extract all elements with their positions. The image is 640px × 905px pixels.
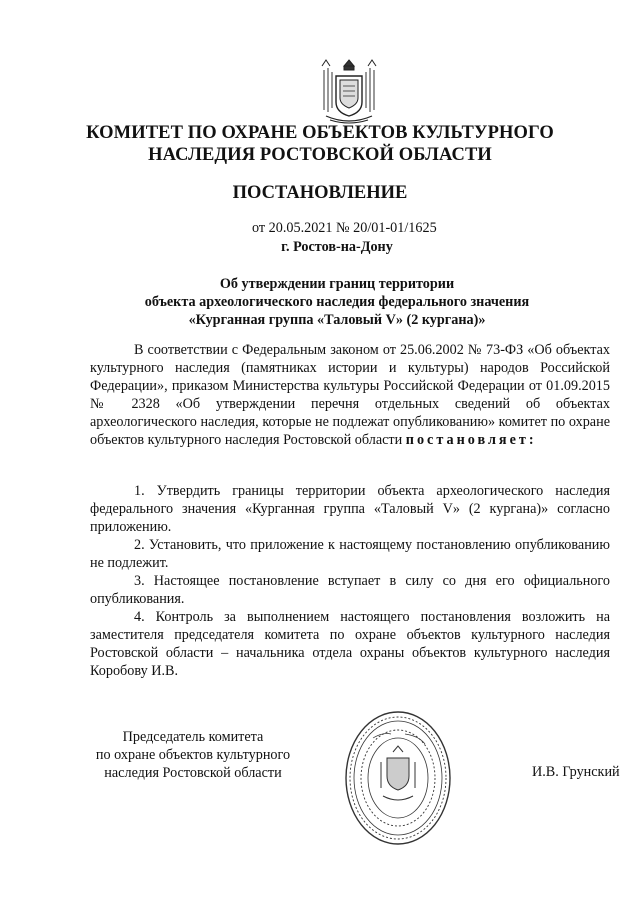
position-line-3: наследия Ростовской области bbox=[104, 765, 282, 781]
coat-of-arms-icon bbox=[316, 56, 382, 128]
list-item: 2. Установить, что приложение к настоящему постановлению опубликованию не подлежит. bbox=[90, 537, 610, 571]
resolves-word: постановляет: bbox=[405, 432, 537, 448]
resolution-items bbox=[90, 482, 610, 680]
position-line-2: по охране объектов культурного bbox=[95, 747, 291, 763]
signatory-name: И.В. Грунский bbox=[532, 764, 620, 780]
list-item: 1. Утвердить границы территории объекта археологического наследия федерального значения «Курганная группа «Таловый V» (2 кургана)» согласно приложению. bbox=[90, 483, 610, 535]
org-line-2: НАСЛЕДИЯ РОСТОВСКОЙ ОБЛАСТИ bbox=[148, 145, 492, 165]
list-item: 3. Настоящее постановление вступает в силу со дня его официального опубликования. bbox=[90, 573, 610, 607]
subject-line-1: Об утверждении границ территории bbox=[219, 276, 455, 292]
org-line-1: КОМИТЕТ ПО ОХРАНЕ ОБЪЕКТОВ КУЛЬТУРНОГО bbox=[86, 123, 554, 143]
preamble-paragraph bbox=[90, 341, 610, 449]
document-type: ПОСТАНОВЛЕНИЕ bbox=[232, 183, 408, 203]
subject-line-3: «Курганная группа «Таловый V» (2 кургана)» bbox=[188, 312, 486, 328]
city-line: г. Ростов-на-Дону bbox=[281, 239, 393, 255]
signatory-position bbox=[88, 728, 298, 782]
seal-stamp-icon bbox=[343, 708, 453, 848]
subject-line-2: объекта археологического наследия федерального значения bbox=[144, 294, 530, 310]
preamble-text: В соответствии с Федеральным законом от 25.06.2002 № 73-ФЗ «Об объектах культурного наследия (памятниках истории и культуры) народов Российской Федерации», приказом Министерства культуры Российской Федерации от 01.09.2015 № 2328 «Об утверждении перечня отдельных сведений об объектах археологического наследия, которые не подлежат опубликованию» комитет по охране объектов культурного наследия Ростовской области bbox=[90, 342, 610, 448]
date-number-line: от 20.05.2021 № 20/01-01/1625 bbox=[252, 220, 437, 236]
document-subject bbox=[0, 275, 640, 329]
list-item: 4. Контроль за выполнением настоящего постановления возложить на заместителя председателя комитета по охране объектов культурного наследия Ростовской области – начальника отдела охраны объектов культурного наследия Коробову И.В. bbox=[90, 609, 610, 679]
position-line-1: Председатель комитета bbox=[122, 729, 264, 745]
organization-name bbox=[0, 122, 640, 166]
